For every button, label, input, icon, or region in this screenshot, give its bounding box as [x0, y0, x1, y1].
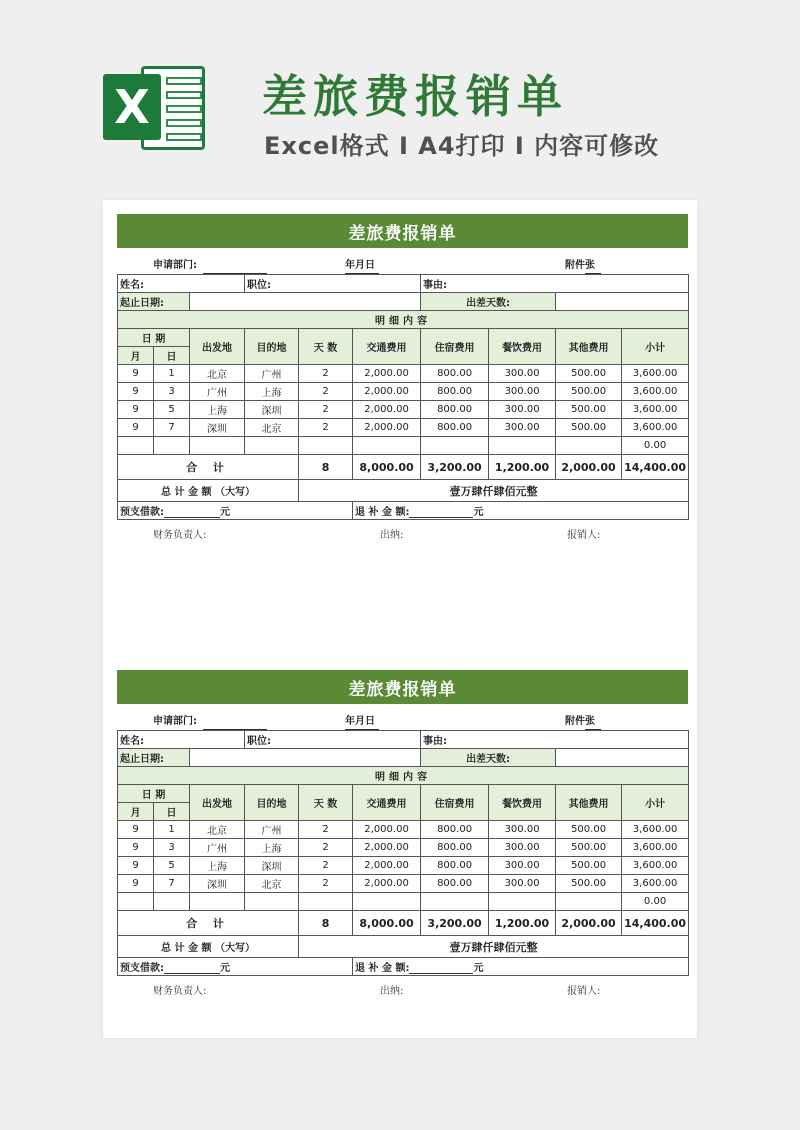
- cell-lodging[interactable]: 800.00: [421, 821, 489, 839]
- days-input[interactable]: [556, 293, 689, 311]
- cell-from[interactable]: 上海: [190, 401, 245, 419]
- total-other: 2,000.00: [556, 455, 622, 480]
- cell-month[interactable]: 9: [118, 383, 154, 401]
- cell-from[interactable]: 北京: [190, 365, 245, 383]
- advance-cell[interactable]: 预支借款: 元: [118, 958, 353, 976]
- cell-month[interactable]: 9: [118, 857, 154, 875]
- total-label: 合 计: [118, 911, 299, 936]
- reason-cell[interactable]: 事由:: [421, 275, 689, 293]
- table-row: [118, 401, 689, 419]
- cell-lodging[interactable]: 800.00: [421, 839, 489, 857]
- cell-from[interactable]: [190, 893, 245, 911]
- period-label: 起止日期:: [118, 293, 190, 311]
- cell-from[interactable]: 深圳: [190, 875, 245, 893]
- cell-other[interactable]: 500.00: [556, 821, 622, 839]
- cell-month[interactable]: 9: [118, 875, 154, 893]
- cell-days[interactable]: 2: [299, 821, 353, 839]
- cell-days[interactable]: 2: [299, 419, 353, 437]
- cell-transport[interactable]: 2,000.00: [353, 401, 421, 419]
- cell-other[interactable]: 500.00: [556, 857, 622, 875]
- amount-label: 总 计 金 额 （大写）: [118, 936, 299, 958]
- col-subtotal: 小计: [622, 329, 689, 365]
- cell-month[interactable]: 9: [118, 401, 154, 419]
- date-field[interactable]: 年 月 日: [345, 712, 375, 727]
- cell-transport[interactable]: 2,000.00: [353, 839, 421, 857]
- cell-month[interactable]: 9: [118, 821, 154, 839]
- cell-meals[interactable]: [489, 437, 556, 455]
- cell-meals[interactable]: [489, 893, 556, 911]
- cell-transport[interactable]: 2,000.00: [353, 857, 421, 875]
- attachment-field[interactable]: 附件 张: [565, 256, 595, 271]
- table-row: [118, 383, 689, 401]
- col-meals: 餐饮费用: [489, 785, 556, 821]
- cashier-signature[interactable]: 出纳:: [380, 530, 404, 541]
- cell-lodging[interactable]: 800.00: [421, 419, 489, 437]
- cell-days[interactable]: 2: [299, 365, 353, 383]
- cell-day[interactable]: [154, 893, 190, 911]
- cell-lodging[interactable]: 800.00: [421, 383, 489, 401]
- cell-lodging[interactable]: [421, 437, 489, 455]
- cell-from[interactable]: 上海: [190, 857, 245, 875]
- finance-signature[interactable]: 财务负责人:: [153, 530, 207, 541]
- total-row: [118, 911, 689, 936]
- cell-day[interactable]: 1: [154, 821, 190, 839]
- table-row: [118, 875, 689, 893]
- banner-title: 差旅费报销单: [262, 70, 569, 123]
- cell-to[interactable]: 上海: [245, 383, 299, 401]
- cell-to[interactable]: 广州: [245, 365, 299, 383]
- period-input[interactable]: [190, 293, 421, 311]
- cell-day[interactable]: 7: [154, 875, 190, 893]
- table-row: [118, 419, 689, 437]
- cell-other[interactable]: 500.00: [556, 839, 622, 857]
- position-cell[interactable]: 职位:: [245, 275, 421, 293]
- claimant-signature[interactable]: 报销人:: [567, 530, 601, 541]
- dept-field[interactable]: [153, 256, 197, 271]
- finance-signature[interactable]: 财务负责人:: [153, 986, 207, 997]
- cell-meals[interactable]: 300.00: [489, 401, 556, 419]
- cell-meals[interactable]: 300.00: [489, 419, 556, 437]
- col-lodging: 住宿费用: [421, 785, 489, 821]
- expense-table: [117, 274, 689, 520]
- detail-header: 明细内容: [118, 311, 689, 329]
- col-day: 日: [154, 803, 190, 821]
- table-row: [118, 821, 689, 839]
- cell-transport[interactable]: 2,000.00: [353, 875, 421, 893]
- form-meta-row: [117, 248, 688, 274]
- cell-to[interactable]: 北京: [245, 875, 299, 893]
- cell-to[interactable]: 上海: [245, 839, 299, 857]
- cell-transport[interactable]: 2,000.00: [353, 365, 421, 383]
- cell-day[interactable]: 7: [154, 419, 190, 437]
- banner-subtitle: Excel格式 I A4打印 I 内容可修改: [264, 132, 660, 160]
- cell-subtotal: 3,600.00: [622, 839, 689, 857]
- cell-other[interactable]: [556, 437, 622, 455]
- total-days: 8: [299, 911, 353, 936]
- cell-other[interactable]: 500.00: [556, 383, 622, 401]
- excel-logo-icon: [103, 64, 207, 152]
- col-to: 目的地: [245, 329, 299, 365]
- cell-days[interactable]: 2: [299, 875, 353, 893]
- cell-meals[interactable]: 300.00: [489, 365, 556, 383]
- cell-day[interactable]: 5: [154, 857, 190, 875]
- detail-header: 明细内容: [118, 767, 689, 785]
- cell-day[interactable]: 1: [154, 365, 190, 383]
- dept-field[interactable]: [153, 712, 197, 727]
- cashier-signature[interactable]: 出纳:: [380, 986, 404, 997]
- cell-other[interactable]: 500.00: [556, 401, 622, 419]
- cell-transport[interactable]: 2,000.00: [353, 821, 421, 839]
- col-subtotal: 小计: [622, 785, 689, 821]
- cell-days[interactable]: 2: [299, 857, 353, 875]
- table-row: [118, 893, 689, 911]
- cell-lodging[interactable]: 800.00: [421, 365, 489, 383]
- col-to: 目的地: [245, 785, 299, 821]
- cell-month[interactable]: 9: [118, 365, 154, 383]
- cell-day[interactable]: 3: [154, 839, 190, 857]
- cell-subtotal: 3,600.00: [622, 875, 689, 893]
- paper-sheet: [103, 200, 697, 1038]
- col-meals: 餐饮费用: [489, 329, 556, 365]
- cell-days[interactable]: [299, 437, 353, 455]
- col-transport: 交通费用: [353, 329, 421, 365]
- days-label: 出差天数:: [421, 749, 556, 767]
- cell-from[interactable]: 深圳: [190, 419, 245, 437]
- total-label: 合 计: [118, 455, 299, 480]
- total-meals: 1,200.00: [489, 455, 556, 480]
- cell-month[interactable]: [118, 893, 154, 911]
- expense-form: [117, 214, 688, 542]
- col-date: 日 期: [118, 329, 190, 347]
- total-meals: 1,200.00: [489, 911, 556, 936]
- cell-from[interactable]: [190, 437, 245, 455]
- attachment-field[interactable]: 附件 张: [565, 712, 595, 727]
- table-row: [118, 365, 689, 383]
- cell-other[interactable]: 500.00: [556, 419, 622, 437]
- form-title: 差旅费报销单: [117, 670, 688, 704]
- days-label: 出差天数:: [421, 293, 556, 311]
- cell-days[interactable]: 2: [299, 383, 353, 401]
- days-input[interactable]: [556, 749, 689, 767]
- col-day: 日: [154, 347, 190, 365]
- cell-subtotal: 3,600.00: [622, 383, 689, 401]
- cell-subtotal: 3,600.00: [622, 857, 689, 875]
- cell-to[interactable]: 深圳: [245, 857, 299, 875]
- cell-other[interactable]: 500.00: [556, 365, 622, 383]
- banner: [0, 0, 800, 190]
- total-subtotal: 14,400.00: [622, 455, 689, 480]
- cell-month[interactable]: 9: [118, 419, 154, 437]
- col-days: 天 数: [299, 785, 353, 821]
- advance-cell[interactable]: 预支借款: 元: [118, 502, 353, 520]
- total-lodging: 3,200.00: [421, 911, 489, 936]
- form-meta-row: [117, 704, 688, 730]
- form-title: 差旅费报销单: [117, 214, 688, 248]
- col-from: 出发地: [190, 785, 245, 821]
- cell-subtotal: 3,600.00: [622, 419, 689, 437]
- claimant-signature[interactable]: 报销人:: [567, 986, 601, 997]
- reason-cell[interactable]: 事由:: [421, 731, 689, 749]
- col-days: 天 数: [299, 329, 353, 365]
- total-days: 8: [299, 455, 353, 480]
- excel-x-badge: X: [103, 74, 161, 140]
- cell-transport[interactable]: [353, 437, 421, 455]
- total-row: [118, 455, 689, 480]
- cell-days[interactable]: [299, 893, 353, 911]
- name-cell[interactable]: 姓名:: [118, 275, 245, 293]
- cell-subtotal: 0.00: [622, 893, 689, 911]
- cell-meals[interactable]: 300.00: [489, 383, 556, 401]
- dept-label: 申请部门:: [153, 260, 197, 271]
- col-other: 其他费用: [556, 329, 622, 365]
- col-date: 日 期: [118, 785, 190, 803]
- cell-meals[interactable]: 300.00: [489, 875, 556, 893]
- signature-row: [117, 976, 688, 998]
- cell-day[interactable]: [154, 437, 190, 455]
- cell-other[interactable]: [556, 893, 622, 911]
- table-row: [118, 437, 689, 455]
- cell-days[interactable]: 2: [299, 839, 353, 857]
- cell-subtotal: 3,600.00: [622, 365, 689, 383]
- refund-cell[interactable]: 退 补 金 额: 元: [353, 958, 689, 976]
- cell-transport[interactable]: 2,000.00: [353, 419, 421, 437]
- cell-lodging[interactable]: 800.00: [421, 857, 489, 875]
- cell-month[interactable]: [118, 437, 154, 455]
- period-label: 起止日期:: [118, 749, 190, 767]
- col-transport: 交通费用: [353, 785, 421, 821]
- cell-month[interactable]: 9: [118, 839, 154, 857]
- expense-table: [117, 730, 689, 976]
- cell-days[interactable]: 2: [299, 401, 353, 419]
- amount-label: 总 计 金 额 （大写）: [118, 480, 299, 502]
- amount-in-words: 壹万肆仟肆佰元整: [299, 936, 689, 958]
- cell-day[interactable]: 5: [154, 401, 190, 419]
- total-lodging: 3,200.00: [421, 455, 489, 480]
- cell-from[interactable]: 广州: [190, 383, 245, 401]
- cell-subtotal: 3,600.00: [622, 821, 689, 839]
- cell-lodging[interactable]: 800.00: [421, 401, 489, 419]
- cell-to[interactable]: [245, 893, 299, 911]
- table-row: [118, 857, 689, 875]
- cell-to[interactable]: 深圳: [245, 401, 299, 419]
- cell-from[interactable]: 广州: [190, 839, 245, 857]
- cell-to[interactable]: 广州: [245, 821, 299, 839]
- cell-subtotal: 0.00: [622, 437, 689, 455]
- refund-cell[interactable]: 退 补 金 额: 元: [353, 502, 689, 520]
- cell-to[interactable]: 北京: [245, 419, 299, 437]
- total-other: 2,000.00: [556, 911, 622, 936]
- col-from: 出发地: [190, 329, 245, 365]
- signature-row: [117, 520, 688, 542]
- cell-meals[interactable]: 300.00: [489, 857, 556, 875]
- amount-in-words: 壹万肆仟肆佰元整: [299, 480, 689, 502]
- total-transport: 8,000.00: [353, 455, 421, 480]
- cell-meals[interactable]: 300.00: [489, 821, 556, 839]
- cell-from[interactable]: 北京: [190, 821, 245, 839]
- cell-day[interactable]: 3: [154, 383, 190, 401]
- cell-meals[interactable]: 300.00: [489, 839, 556, 857]
- dept-label: 申请部门:: [153, 716, 197, 727]
- date-field[interactable]: 年 月 日: [345, 256, 375, 271]
- total-transport: 8,000.00: [353, 911, 421, 936]
- cell-other[interactable]: 500.00: [556, 875, 622, 893]
- cell-transport[interactable]: 2,000.00: [353, 383, 421, 401]
- position-cell[interactable]: 职位:: [245, 731, 421, 749]
- total-subtotal: 14,400.00: [622, 911, 689, 936]
- col-month: 月: [118, 803, 154, 821]
- cell-to[interactable]: [245, 437, 299, 455]
- table-row: [118, 839, 689, 857]
- name-cell[interactable]: 姓名:: [118, 731, 245, 749]
- cell-subtotal: 3,600.00: [622, 401, 689, 419]
- col-other: 其他费用: [556, 785, 622, 821]
- expense-form: [117, 670, 688, 998]
- period-input[interactable]: [190, 749, 421, 767]
- cell-lodging[interactable]: [421, 893, 489, 911]
- cell-lodging[interactable]: 800.00: [421, 875, 489, 893]
- cell-transport[interactable]: [353, 893, 421, 911]
- col-month: 月: [118, 347, 154, 365]
- col-lodging: 住宿费用: [421, 329, 489, 365]
